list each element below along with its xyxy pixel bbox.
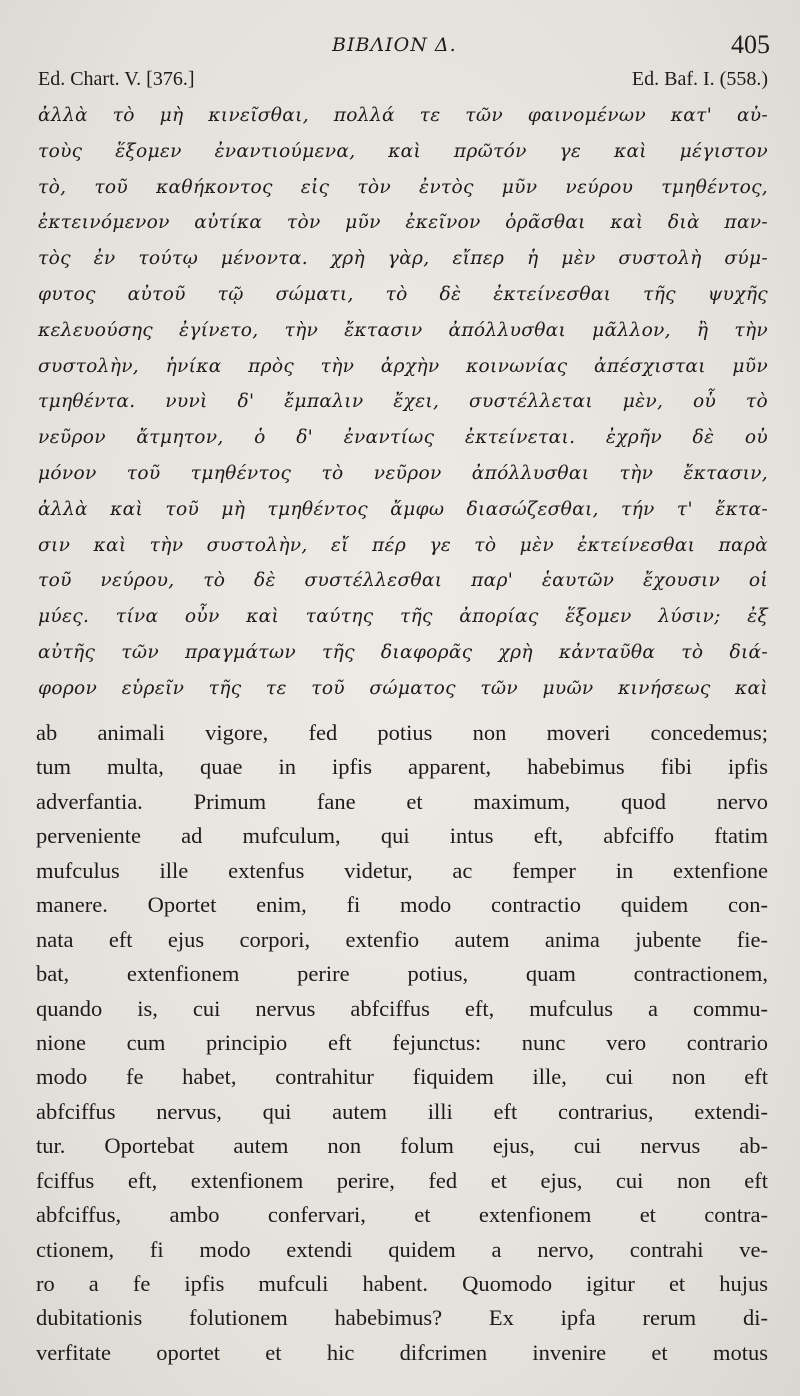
latin-text-block — [36, 716, 768, 1370]
latin-text-line: tur. Oportebat autem non folum ejus, cui nervus ab- — [36, 1133, 768, 1159]
edition-references — [38, 68, 768, 94]
greek-text-line: τὸς ἐν τούτῳ μένοντα. χρὴ γὰρ, εἴπερ ἡ μὲν συστολὴ σύμ- — [38, 248, 768, 270]
latin-text-line: ab animali vigore, fed potius non moveri concedemus; — [36, 720, 768, 745]
greek-text-block — [38, 98, 768, 707]
greek-text-line: σιν καὶ τὴν συστολὴν, εἴ πέρ γε τὸ μὲν ἐκτείνεσθαι παρὰ — [38, 534, 768, 556]
latin-text-line: manere. Oportet enim, fi modo contractio quidem con- — [36, 892, 768, 918]
greek-text-line: μύες. τίνα οὖν καὶ ταύτης τῆς ἀπορίας ἕξομεν λύσιν; ἐξ — [38, 606, 768, 628]
latin-text-line: verfitate oportet et hic difcrimen invenire et motus — [36, 1339, 768, 1365]
chartier-edition-ref: Ed. Chart. V. [376.] — [38, 68, 195, 90]
latin-text-line: modo fe habet, contrahitur fiquidem ille, cui non eft — [36, 1064, 768, 1090]
latin-text-line: ctionem, fi modo extendi quidem a nervo, contrahi ve- — [36, 1236, 768, 1262]
greek-text-line: κελευούσης ἐγίνετο, τὴν ἔκτασιν ἀπόλλυσθαι μᾶλλον, ἢ τὴν — [38, 319, 768, 341]
page-number: 405 — [731, 30, 770, 59]
latin-text-line: ro a fe ipfis mufculi habent. Quomodo igitur et hujus — [36, 1271, 768, 1296]
latin-text-line: adverfantia. Primum fane et maximum, quod nervo — [36, 788, 768, 814]
greek-text-line: τμηθέντα. νυνὶ δ' ἔμπαλιν ἔχει, συστέλλεται μὲν, οὗ τὸ — [38, 391, 768, 413]
latin-text-line: quando is, cui nervus abfciffus eft, mufculus a commu- — [36, 995, 768, 1021]
greek-text-line: φυτος αὐτοῦ τῷ σώματι, τὸ δὲ ἐκτείνεσθαι τῆς ψυχῆς — [38, 283, 768, 305]
greek-text-line: ἀλλὰ τὸ μὴ κινεῖσθαι, πολλά τε τῶν φαινομένων κατ' αὐ- — [38, 105, 768, 126]
greek-text-line: φορον εὑρεῖν τῆς τε τοῦ σώματος τῶν μυῶν κινήσεως καὶ — [38, 677, 768, 699]
greek-text-line: μόνον τοῦ τμηθέντος τὸ νεῦρον ἀπόλλυσθαι τὴν ἔκτασιν, — [38, 462, 768, 484]
latin-text-line: dubitationis folutionem habebimus? Ex ipfa rerum di- — [36, 1305, 768, 1331]
greek-text-line: αὐτῆς τῶν πραγμάτων τῆς διαφορᾶς χρὴ κἀνταῦθα τὸ διά- — [38, 641, 768, 663]
latin-text-line: mufculus ille extenfus videtur, ac femper in extenfione — [36, 857, 768, 883]
page-header — [0, 30, 800, 64]
latin-text-line: fciffus eft, extenfionem perire, fed et ejus, cui non eft — [36, 1167, 768, 1193]
basel-edition-ref: Ed. Baf. I. (558.) — [631, 68, 768, 90]
greek-text-line: συστολὴν, ἡνίκα πρὸς τὴν ἀρχὴν κοινωνίας ἀπέσχισται μῦν — [38, 355, 768, 377]
running-title: ΒΙΒΛΙΟΝ Δ. — [332, 34, 457, 56]
greek-text-line: ἀλλὰ καὶ τοῦ μὴ τμηθέντος ἄμφω διασώζεσθαι, τήν τ' ἔκτα- — [38, 498, 768, 520]
latin-text-line: nione cum principio eft fejunctus: nunc vero contrario — [36, 1029, 768, 1055]
latin-text-line: bat, extenfionem perire potius, quam contractionem, — [36, 961, 768, 987]
greek-text-line: τὸ, τοῦ καθήκοντος εἰς τὸν ἐντὸς μῦν νεύρου τμηθέντος, — [38, 176, 768, 198]
greek-text-line: τοῦ νεύρου, τὸ δὲ συστέλλεσθαι παρ' ἑαυτῶν ἔχουσιν οἱ — [38, 570, 768, 592]
latin-text-line: abfciffus nervus, qui autem illi eft contrarius, extendi- — [36, 1098, 768, 1124]
greek-text-line: ἐκτεινόμενον αὐτίκα τὸν μῦν ἐκεῖνον ὁρᾶσθαι καὶ διὰ παν- — [38, 212, 768, 234]
greek-text-line: νεῦρον ἄτμητον, ὁ δ' ἐναντίως ἐκτείνεται. ἐχρῆν δὲ οὐ — [38, 427, 768, 449]
latin-text-line: perveniente ad mufculum, qui intus eft, abfciffo ftatim — [36, 823, 768, 849]
latin-text-line: nata eft ejus corpori, extenfio autem anima jubente fie- — [36, 926, 768, 952]
latin-text-line: abfciffus, ambo confervari, et extenfionem et contra- — [36, 1202, 768, 1228]
latin-text-line: tum multa, quae in ipfis apparent, habebimus fibi ipfis — [36, 754, 768, 780]
greek-text-line: τοὺς ἕξομεν ἐναντιούμενα, καὶ πρῶτόν γε καὶ μέγιστον — [38, 140, 768, 162]
